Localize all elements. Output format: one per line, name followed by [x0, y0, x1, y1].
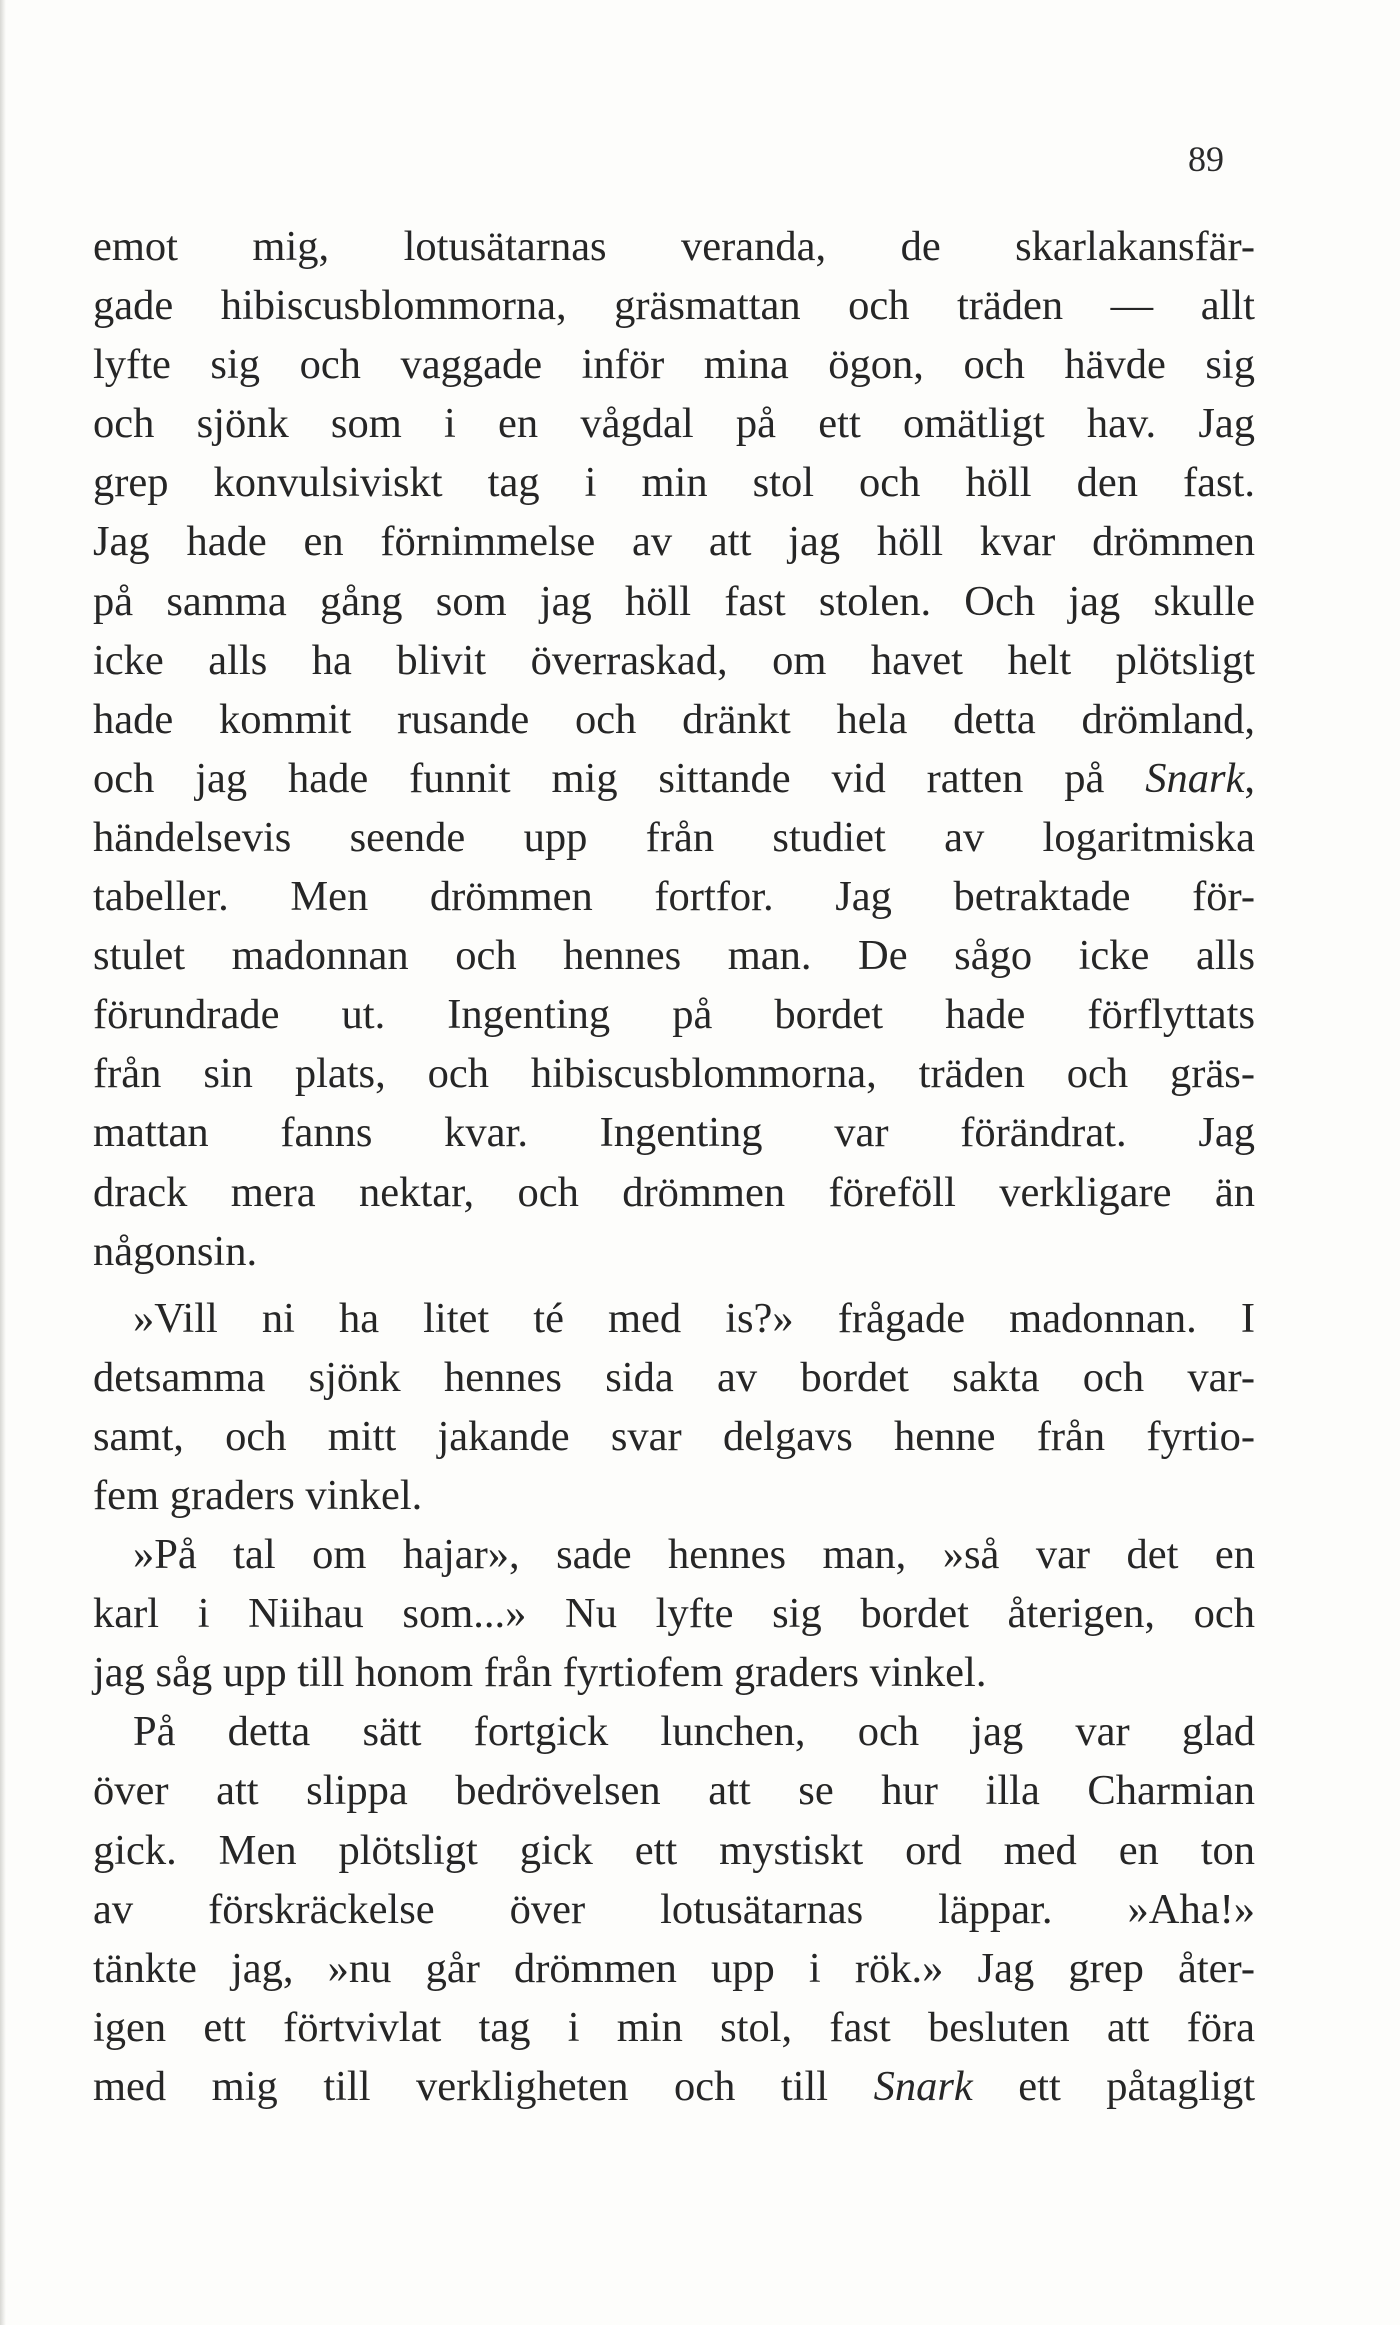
- text-line: stulet madonnan och hennes man. De sågo icke alls: [93, 932, 1255, 980]
- paragraph-gap: [93, 1281, 1255, 1289]
- text-line: icke alls ha blivit överraskad, om havet helt plötsligt: [93, 636, 1255, 684]
- text-line: »På tal om hajar», sade hennes man, »så var det en: [133, 1531, 1255, 1579]
- page-edge-shadow: [0, 0, 6, 2325]
- text-line: drack mera nektar, och drömmen föreföll verkligare än: [93, 1168, 1255, 1216]
- text-line: gade hibiscusblommorna, gräsmattan och träden — allt: [93, 282, 1255, 330]
- text-line: igen ett förtvivlat tag i min stol, fast besluten att föra: [93, 2003, 1255, 2051]
- text-line: lyfte sig och vaggade inför mina ögon, och hävde sig: [93, 341, 1255, 389]
- text-line: fem graders vinkel.: [93, 1471, 423, 1519]
- text-line: gick. Men plötsligt gick ett mystiskt ord med en ton: [93, 1826, 1255, 1874]
- text-line: förundrade ut. Ingenting på bordet hade förflyttats: [93, 991, 1255, 1039]
- italic-ship-name: Snark: [1145, 754, 1245, 802]
- text-line: och sjönk som i en vågdal på ett omätligt hav. Jag: [93, 400, 1255, 448]
- italic-ship-name: Snark: [873, 2062, 973, 2110]
- text-line: »Vill ni ha litet té med is?» frågade madonnan. I: [133, 1294, 1255, 1342]
- text-line: detsamma sjönk hennes sida av bordet sakta och var-: [93, 1353, 1255, 1401]
- text-line: av förskräckelse över lotusätarnas läppar. »Aha!»: [93, 1885, 1255, 1933]
- text-line-with-italic: med mig till verkligheten och till Snark ett påtagligt: [93, 2062, 1255, 2110]
- text-line: hade kommit rusande och dränkt hela detta drömland,: [93, 695, 1255, 743]
- text-line: händelsevis seende upp från studiet av logaritmiska: [93, 813, 1255, 861]
- text-line: mattan fanns kvar. Ingenting var förändrat. Jag: [93, 1109, 1255, 1157]
- text-line: över att slippa bedrövelsen att se hur illa Charmian: [93, 1767, 1255, 1815]
- body-text: [93, 217, 1255, 2116]
- text-line: någonsin.: [93, 1227, 258, 1275]
- text-line: tabeller. Men drömmen fortfor. Jag betraktade för-: [93, 873, 1255, 921]
- text-line: På detta sätt fortgick lunchen, och jag var glad: [133, 1708, 1255, 1756]
- text-line: jag såg upp till honom från fyrtiofem graders vinkel.: [93, 1649, 987, 1697]
- text-line: samt, och mitt jakande svar delgavs henne från fyrtio-: [93, 1412, 1255, 1460]
- text-line: från sin plats, och hibiscusblommorna, träden och gräs-: [93, 1050, 1255, 1098]
- text-line: tänkte jag, »nu går drömmen upp i rök.» Jag grep åter-: [93, 1944, 1255, 1992]
- text-line-with-italic: och jag hade funnit mig sittande vid ratten på Snark,: [93, 754, 1255, 802]
- text-line: Jag hade en förnimmelse av att jag höll kvar drömmen: [93, 518, 1255, 566]
- text-line: på samma gång som jag höll fast stolen. Och jag skulle: [93, 577, 1255, 625]
- text-line: karl i Niihau som...» Nu lyfte sig bordet återigen, och: [93, 1590, 1255, 1638]
- text-line: grep konvulsiviskt tag i min stol och höll den fast.: [93, 459, 1255, 507]
- page-number: 89: [1188, 139, 1224, 179]
- text-line: emot mig, lotusätarnas veranda, de skarlakansfär-: [93, 223, 1255, 270]
